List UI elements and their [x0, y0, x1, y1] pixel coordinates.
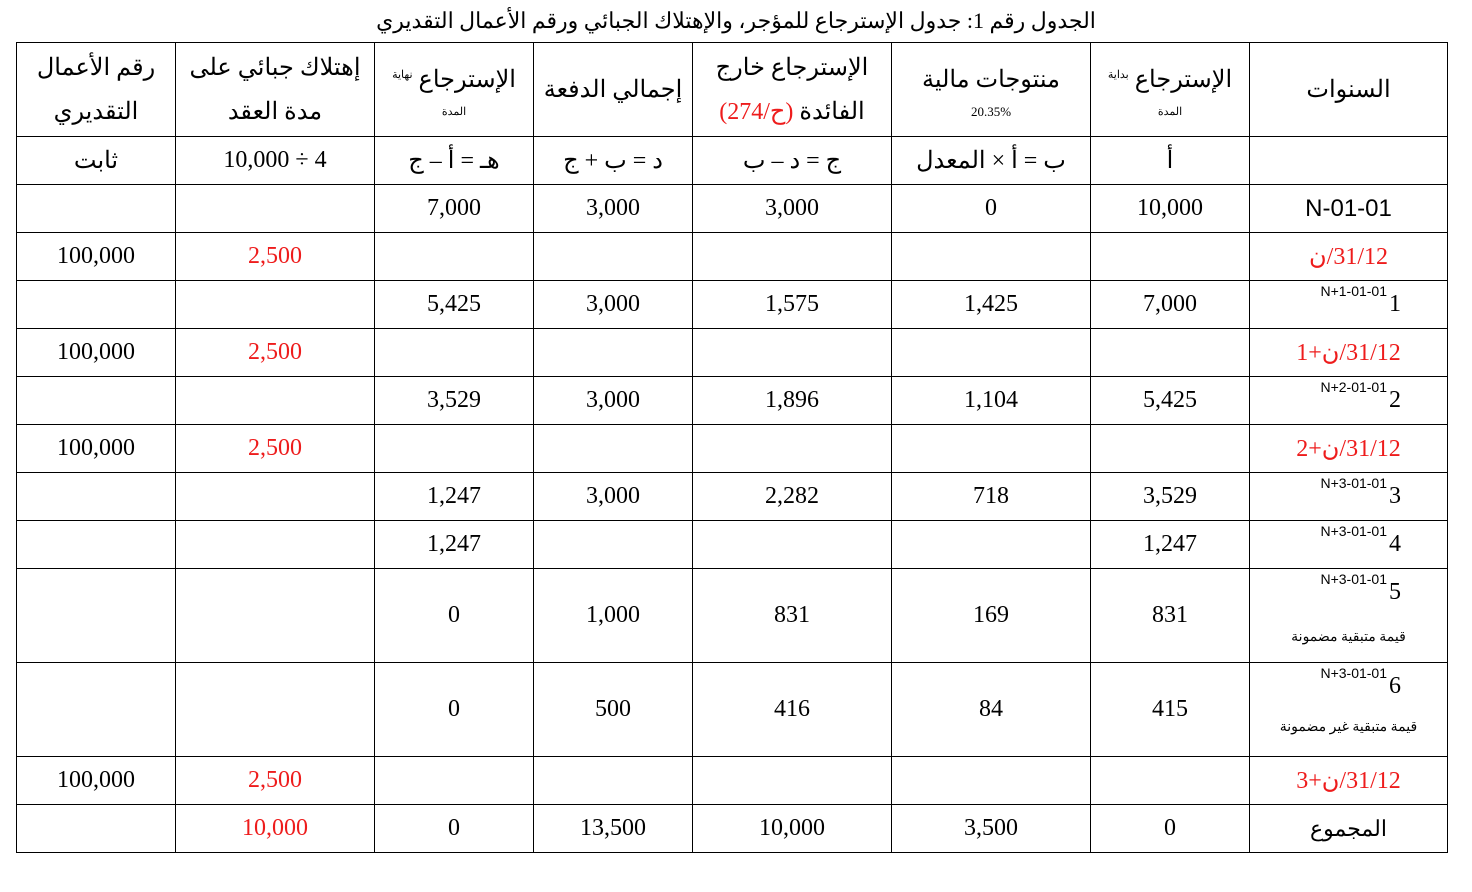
cell-revenue: 100,000	[17, 233, 176, 281]
cell-begin	[1091, 329, 1250, 377]
cell-begin	[1091, 233, 1250, 281]
total-row	[17, 805, 1448, 853]
cell-principal: 416	[693, 663, 892, 757]
cell-financial: 718	[892, 473, 1091, 521]
cell-depreciation	[176, 663, 375, 757]
cell-end: 7,000	[375, 185, 534, 233]
cell-financial: 1,104	[892, 377, 1091, 425]
cell-depreciation: 2,500	[176, 329, 375, 377]
cell-revenue	[17, 805, 176, 853]
table-caption: الجدول رقم 1: جدول الإسترجاع للمؤجر، والإهتلاك الجبائي ورقم الأعمال التقديري	[376, 8, 1096, 33]
cell-payment: 3,000	[534, 281, 693, 329]
table-row	[17, 281, 1448, 329]
year-date: N+1-01-01	[1320, 283, 1387, 299]
header-end-balance: الإسترجاع $^{نهاية}$ المدة	[375, 43, 534, 137]
cell-financial	[892, 233, 1091, 281]
formula-end: هـ = أ – ج	[375, 137, 534, 185]
cell-payment: 3,000	[534, 377, 693, 425]
table-row	[17, 185, 1448, 233]
cell-revenue: 100,000	[17, 757, 176, 805]
cell-revenue: 100,000	[17, 425, 176, 473]
cell-end	[375, 233, 534, 281]
cell-depreciation: 10,000	[176, 805, 375, 853]
cell-financial: 0	[892, 185, 1091, 233]
cell-revenue	[17, 663, 176, 757]
header-years: السنوات	[1250, 43, 1448, 137]
cell-financial: 1,425	[892, 281, 1091, 329]
cell-year-label: N-01-01	[1250, 185, 1448, 233]
cell-year	[1250, 473, 1448, 521]
table-row	[17, 757, 1448, 805]
cell-begin: 5,425	[1091, 377, 1250, 425]
cell-financial: 169	[892, 569, 1091, 663]
cell-depreciation	[176, 377, 375, 425]
cell-begin: 1,247	[1091, 521, 1250, 569]
cell-principal	[693, 329, 892, 377]
residual-note: قيمة متبقية غير مضمونة	[1279, 720, 1418, 735]
header-begin-balance: الإسترجاع $^{بداية}$ المدة	[1091, 43, 1250, 137]
cell-end	[375, 329, 534, 377]
header-depreciation: إهتلاك جبائي على مدة العقد	[176, 43, 375, 137]
cell-payment: 500	[534, 663, 693, 757]
year-date: N+3-01-01	[1320, 571, 1387, 587]
cell-depreciation	[176, 473, 375, 521]
header-principal: الإسترجاع خارج الفائدة (ح/274)	[693, 43, 892, 137]
cell-end: 1,247	[375, 473, 534, 521]
cell-revenue	[17, 185, 176, 233]
table-row	[17, 473, 1448, 521]
table-row	[17, 663, 1448, 757]
cell-financial	[892, 425, 1091, 473]
cell-payment	[534, 521, 693, 569]
year-number: 1	[1389, 291, 1401, 317]
cell-principal: 1,575	[693, 281, 892, 329]
formula-begin: أ	[1091, 137, 1250, 185]
cell-begin: 3,529	[1091, 473, 1250, 521]
cell-financial	[892, 329, 1091, 377]
cell-begin: 831	[1091, 569, 1250, 663]
cell-end: 0	[375, 569, 534, 663]
cell-principal: 1,896	[693, 377, 892, 425]
cell-end	[375, 757, 534, 805]
year-date: N+2-01-01	[1320, 379, 1387, 395]
cell-financial	[892, 757, 1091, 805]
table-row	[17, 521, 1448, 569]
cell-payment: 3,000	[534, 473, 693, 521]
cell-principal: 3,000	[693, 185, 892, 233]
cell-principal	[693, 757, 892, 805]
residual-note: قيمة متبقية مضمونة	[1291, 630, 1406, 645]
cell-depreciation	[176, 185, 375, 233]
cell-financial: 84	[892, 663, 1091, 757]
cell-payment: 1,000	[534, 569, 693, 663]
year-date: N+3-01-01	[1320, 523, 1387, 539]
formula-row	[17, 137, 1448, 185]
year-number: 6	[1389, 673, 1401, 699]
cell-payment	[534, 757, 693, 805]
cell-revenue: 100,000	[17, 329, 176, 377]
table-row	[17, 329, 1448, 377]
cell-year-label: 31/12/ن+1	[1250, 329, 1448, 377]
account-ref: (ح/274)	[719, 98, 794, 125]
cell-year-label: 31/12/ن+2	[1250, 425, 1448, 473]
year-number: 2	[1389, 387, 1401, 413]
cell-payment	[534, 329, 693, 377]
cell-payment	[534, 233, 693, 281]
table-row	[17, 569, 1448, 663]
year-number: 3	[1389, 483, 1401, 509]
cell-payment	[534, 425, 693, 473]
cell-total-label: المجموع	[1250, 805, 1448, 853]
cell-principal	[693, 233, 892, 281]
cell-depreciation	[176, 281, 375, 329]
cell-payment: 3,000	[534, 185, 693, 233]
cell-begin: 415	[1091, 663, 1250, 757]
table-row	[17, 233, 1448, 281]
cell-end: 1,247	[375, 521, 534, 569]
cell-year	[1250, 377, 1448, 425]
formula-payment: د = ب + ج	[534, 137, 693, 185]
table-row	[17, 425, 1448, 473]
year-date: N+3-01-01	[1320, 475, 1387, 491]
cell-depreciation: 2,500	[176, 425, 375, 473]
cell-revenue	[17, 281, 176, 329]
cell-revenue	[17, 473, 176, 521]
cell-principal	[693, 521, 892, 569]
formula-principal: ج = د – ب	[693, 137, 892, 185]
cell-year-label: 31/12/ن	[1250, 233, 1448, 281]
formula-revenue: ثابت	[17, 137, 176, 185]
cell-revenue	[17, 569, 176, 663]
cell-revenue	[17, 521, 176, 569]
cell-year	[1250, 521, 1448, 569]
cell-begin: 0	[1091, 805, 1250, 853]
cell-principal	[693, 425, 892, 473]
cell-begin: 7,000	[1091, 281, 1250, 329]
cell-revenue	[17, 377, 176, 425]
cell-depreciation	[176, 569, 375, 663]
cell-financial: 3,500	[892, 805, 1091, 853]
cell-begin: 10,000	[1091, 185, 1250, 233]
cell-year	[1250, 663, 1448, 757]
cell-end: 0	[375, 805, 534, 853]
leasing-repayment-table	[16, 42, 1448, 853]
cell-end: 3,529	[375, 377, 534, 425]
cell-principal: 831	[693, 569, 892, 663]
year-number: 4	[1389, 531, 1401, 557]
header-revenue: رقم الأعمال التقديري	[17, 43, 176, 137]
cell-end: 0	[375, 663, 534, 757]
cell-principal: 2,282	[693, 473, 892, 521]
table-row	[17, 377, 1448, 425]
cell-financial	[892, 521, 1091, 569]
cell-year	[1250, 281, 1448, 329]
cell-end	[375, 425, 534, 473]
year-number: 5	[1389, 579, 1401, 605]
cell-payment: 13,500	[534, 805, 693, 853]
cell-begin	[1091, 425, 1250, 473]
cell-year-label: 31/12/ن+3	[1250, 757, 1448, 805]
cell-depreciation: 2,500	[176, 233, 375, 281]
header-financial-income: منتوجات مالية 20.35%	[892, 43, 1091, 137]
cell-principal: 10,000	[693, 805, 892, 853]
cell-depreciation: 2,500	[176, 757, 375, 805]
header-payment: إجمالي الدفعة	[534, 43, 693, 137]
cell-depreciation	[176, 521, 375, 569]
formula-financial: ب = أ × المعدل	[892, 137, 1091, 185]
formula-years	[1250, 137, 1448, 185]
header-row	[17, 43, 1448, 137]
cell-year	[1250, 569, 1448, 663]
formula-depr: 10,000 ÷ 4	[176, 137, 375, 185]
cell-end: 5,425	[375, 281, 534, 329]
year-date: N+3-01-01	[1320, 665, 1387, 681]
cell-begin	[1091, 757, 1250, 805]
